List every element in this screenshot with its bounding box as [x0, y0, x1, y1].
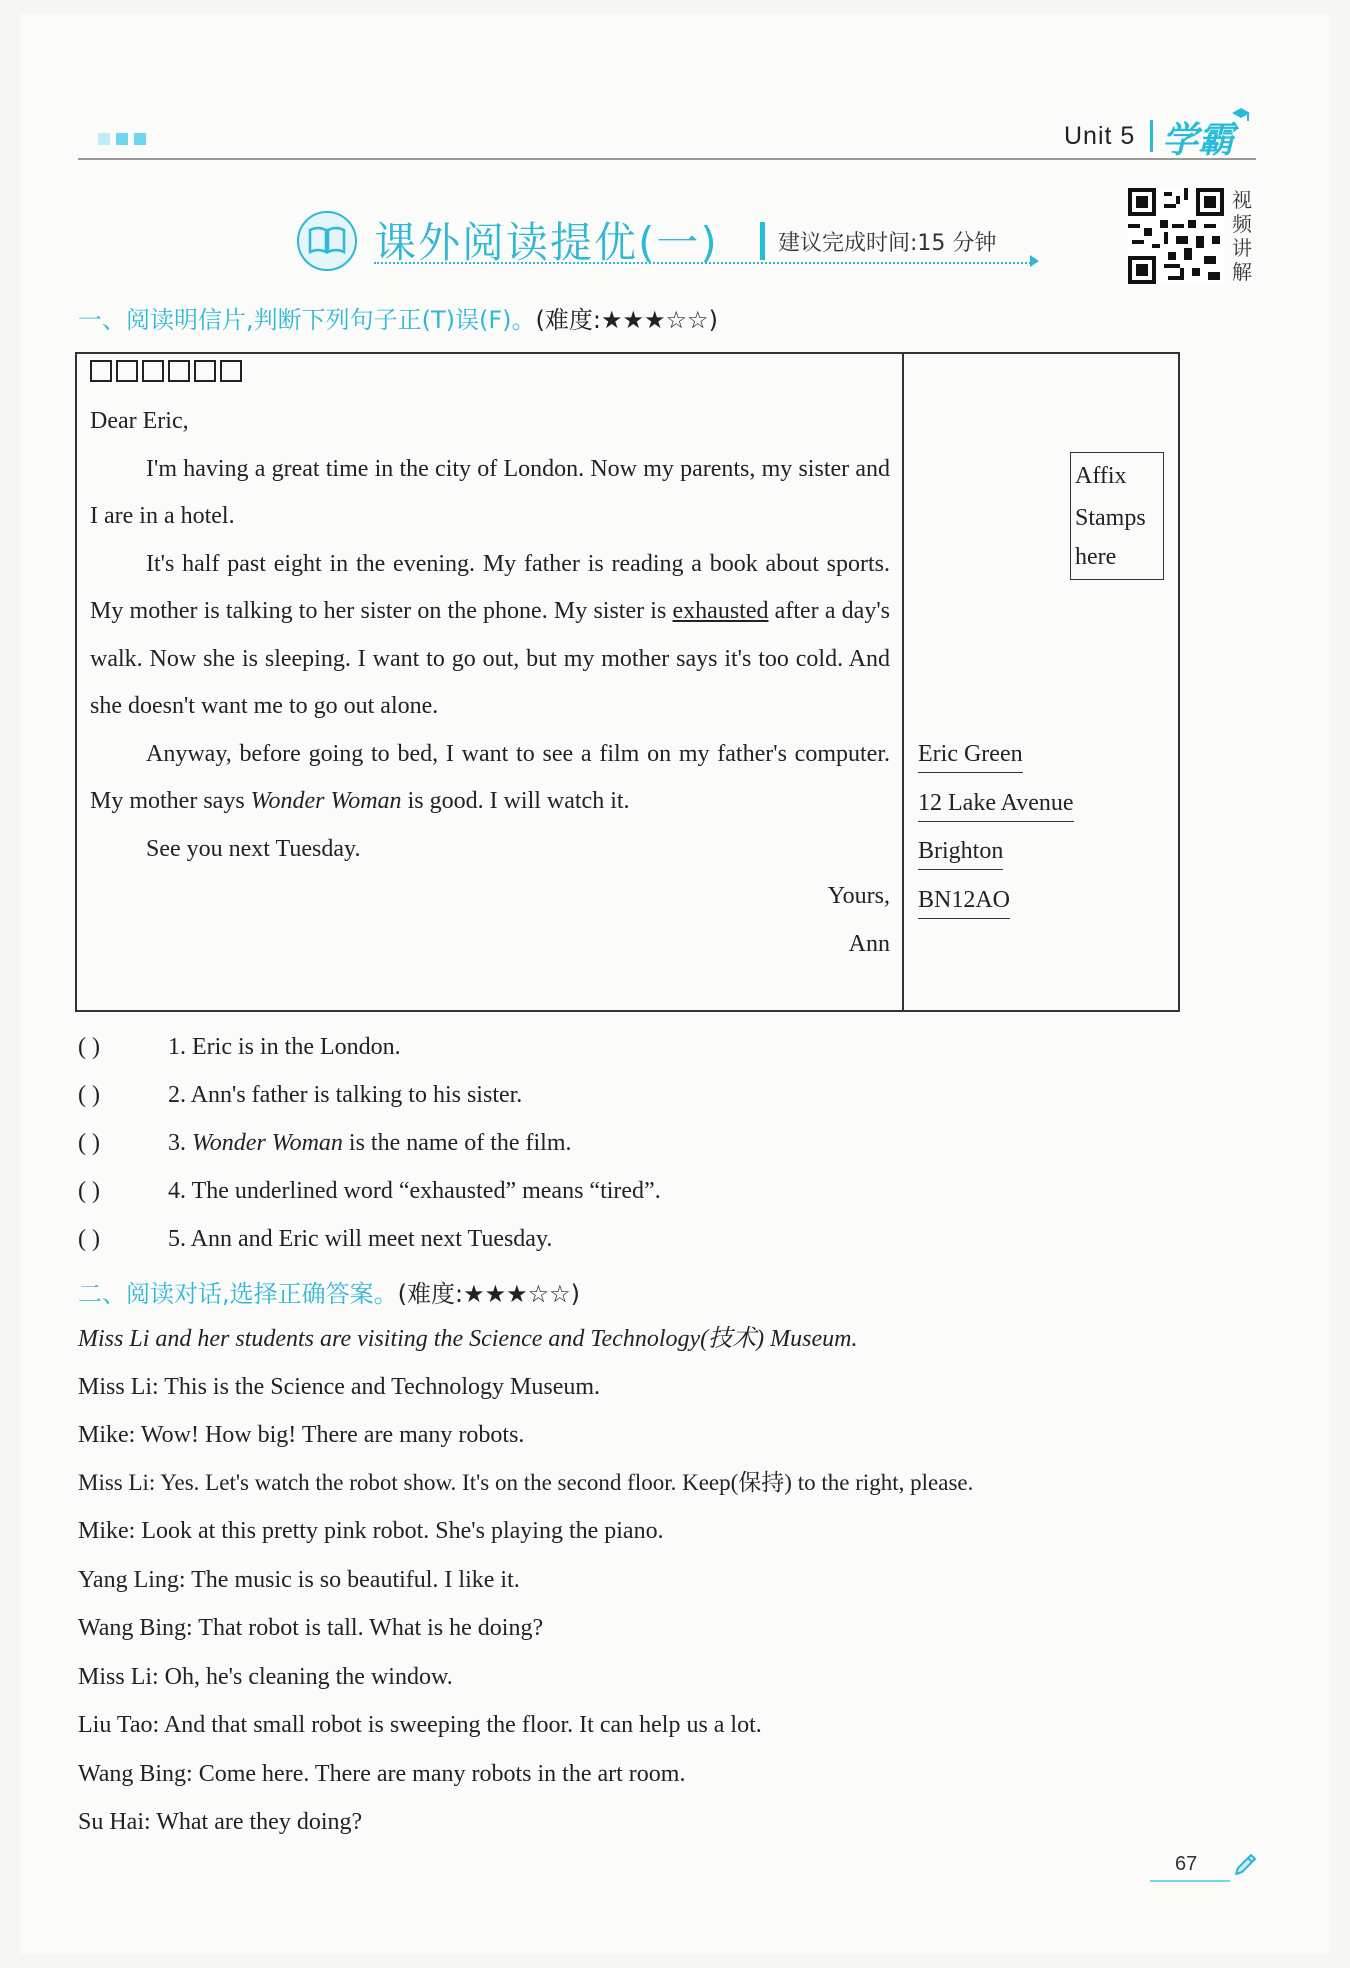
answer-blank[interactable]: ( ) [78, 1226, 100, 1252]
letter-paragraph-3a: Anyway, before going to bed, I want to see a film on my father's computer. My mother says [90, 740, 890, 814]
stamp-box [1070, 452, 1164, 580]
header-decoration [98, 133, 146, 145]
dialogue-line: Miss Li: Oh, he's cleaning the window. [78, 1664, 453, 1690]
dialogue-line: Miss Li: This is the Science and Technology Museum. [78, 1374, 601, 1400]
question-text: 1. Eric is in the London. [168, 1034, 401, 1060]
dialogue-line: Wang Bing: That robot is tall. What is he doing? [78, 1615, 544, 1641]
question-number: 3. [168, 1130, 192, 1156]
letter-paragraph-3b: is good. I will watch it. [401, 788, 630, 814]
video-explanation-label: 视频讲解 [1232, 188, 1252, 284]
dialogue-line: Miss Li: Yes. Let's watch the robot show. It's on the second floor. Keep(保持) to the right, please. [78, 1470, 974, 1495]
signature: Ann [848, 930, 890, 957]
section2-heading [78, 1274, 580, 1309]
address-block [918, 736, 1074, 930]
dialogue-line: Mike: Look at this pretty pink robot. She's playing the piano. [78, 1518, 664, 1544]
address-line: BN12AO [918, 882, 1010, 919]
question-text: 5. Ann and Eric will meet next Tuesday. [168, 1226, 553, 1252]
postcard-letter [90, 398, 890, 968]
dialogue-intro-text: Miss Li and her students are visiting the Science and Technology(技术) Museum. [78, 1326, 858, 1352]
address-line: Eric Green [918, 736, 1023, 773]
answer-blank[interactable]: ( ) [78, 1178, 100, 1204]
qr-code-icon[interactable] [1128, 188, 1224, 284]
salutation: Dear Eric, [90, 408, 189, 434]
answer-blank[interactable]: ( ) [78, 1034, 100, 1060]
arrow-icon [1030, 255, 1039, 267]
closing: Yours, [827, 883, 890, 909]
brand-logo: 学霸 [1162, 120, 1235, 161]
postcard-code-boxes [90, 360, 242, 382]
section2-difficulty: (难度:★★★☆☆) [397, 1280, 581, 1308]
film-title: Wonder Woman [192, 1130, 343, 1156]
page-number: 67 [1175, 1853, 1198, 1875]
underlined-word: exhausted [672, 598, 769, 624]
stamp-line: Stamps [1075, 504, 1146, 531]
address-line: 12 Lake Avenue [918, 785, 1074, 822]
section1-difficulty: (难度:★★★☆☆) [535, 306, 718, 334]
dialogue-line: Mike: Wow! How big! There are many robots. [78, 1422, 525, 1448]
letter-paragraph-2b: after a day's walk. Now she is sleeping. I want to go out, but my mother says it's too cold. And she doesn't want me to go out alone. [90, 598, 891, 719]
dialogue-line: Yang Ling: The music is so beautiful. I like it. [78, 1567, 520, 1593]
title-underline [374, 262, 1034, 264]
film-title: Wonder Woman [250, 788, 402, 814]
title-divider [760, 222, 765, 260]
dialogue-line: Wang Bing: Come here. There are many robots in the art room. [78, 1761, 686, 1787]
unit-label: Unit 5 [1064, 122, 1136, 150]
section1-heading [78, 300, 718, 335]
stamp-line: Affix [1075, 463, 1127, 489]
letter-paragraph-1: I'm having a great time in the city of London. Now my parents, my sister and I are in a hotel. [90, 455, 890, 529]
page-title: 课外阅读提优(一) [374, 218, 719, 267]
stamp-line: here [1075, 544, 1117, 570]
unit-divider [1150, 120, 1153, 152]
answer-blank[interactable]: ( ) [78, 1130, 100, 1156]
letter-paragraph-4: See you next Tuesday. [146, 835, 361, 862]
header-rule [78, 158, 1256, 160]
postcard-divider [902, 352, 904, 1012]
answer-blank[interactable]: ( ) [78, 1082, 100, 1108]
dialogue-intro [78, 1324, 1278, 1354]
letter-paragraph-3 [90, 731, 890, 826]
dialogue-line: Liu Tao: And that small robot is sweeping the floor. It can help us a lot. [78, 1712, 762, 1738]
question-text [168, 1130, 572, 1157]
footer-rule [1150, 1880, 1230, 1882]
address-line: Brighton [918, 833, 1003, 870]
graduation-cap-icon [1232, 108, 1250, 122]
letter-paragraph-2 [90, 541, 890, 731]
dialogue-line: Su Hai: What are they doing? [78, 1809, 363, 1835]
question-rest: is the name of the film. [342, 1130, 572, 1156]
section1-heading-text: 一、阅读明信片,判断下列句子正(T)误(F)。 [78, 306, 536, 334]
section2-heading-text: 二、阅读对话,选择正确答案。 [78, 1280, 398, 1308]
suggested-time: 建议完成时间:15 分钟 [778, 231, 997, 256]
question-text: 4. The underlined word “exhausted” means “tired”. [168, 1178, 661, 1204]
letter-paragraph-2a: It's half past eight in the evening. My father is reading a book about sports. My mother is talking to her sister on the phone. My sister is [90, 550, 890, 624]
book-icon [296, 210, 358, 272]
question-text: 2. Ann's father is talking to his sister. [168, 1082, 523, 1108]
pencil-icon [1232, 1852, 1258, 1878]
